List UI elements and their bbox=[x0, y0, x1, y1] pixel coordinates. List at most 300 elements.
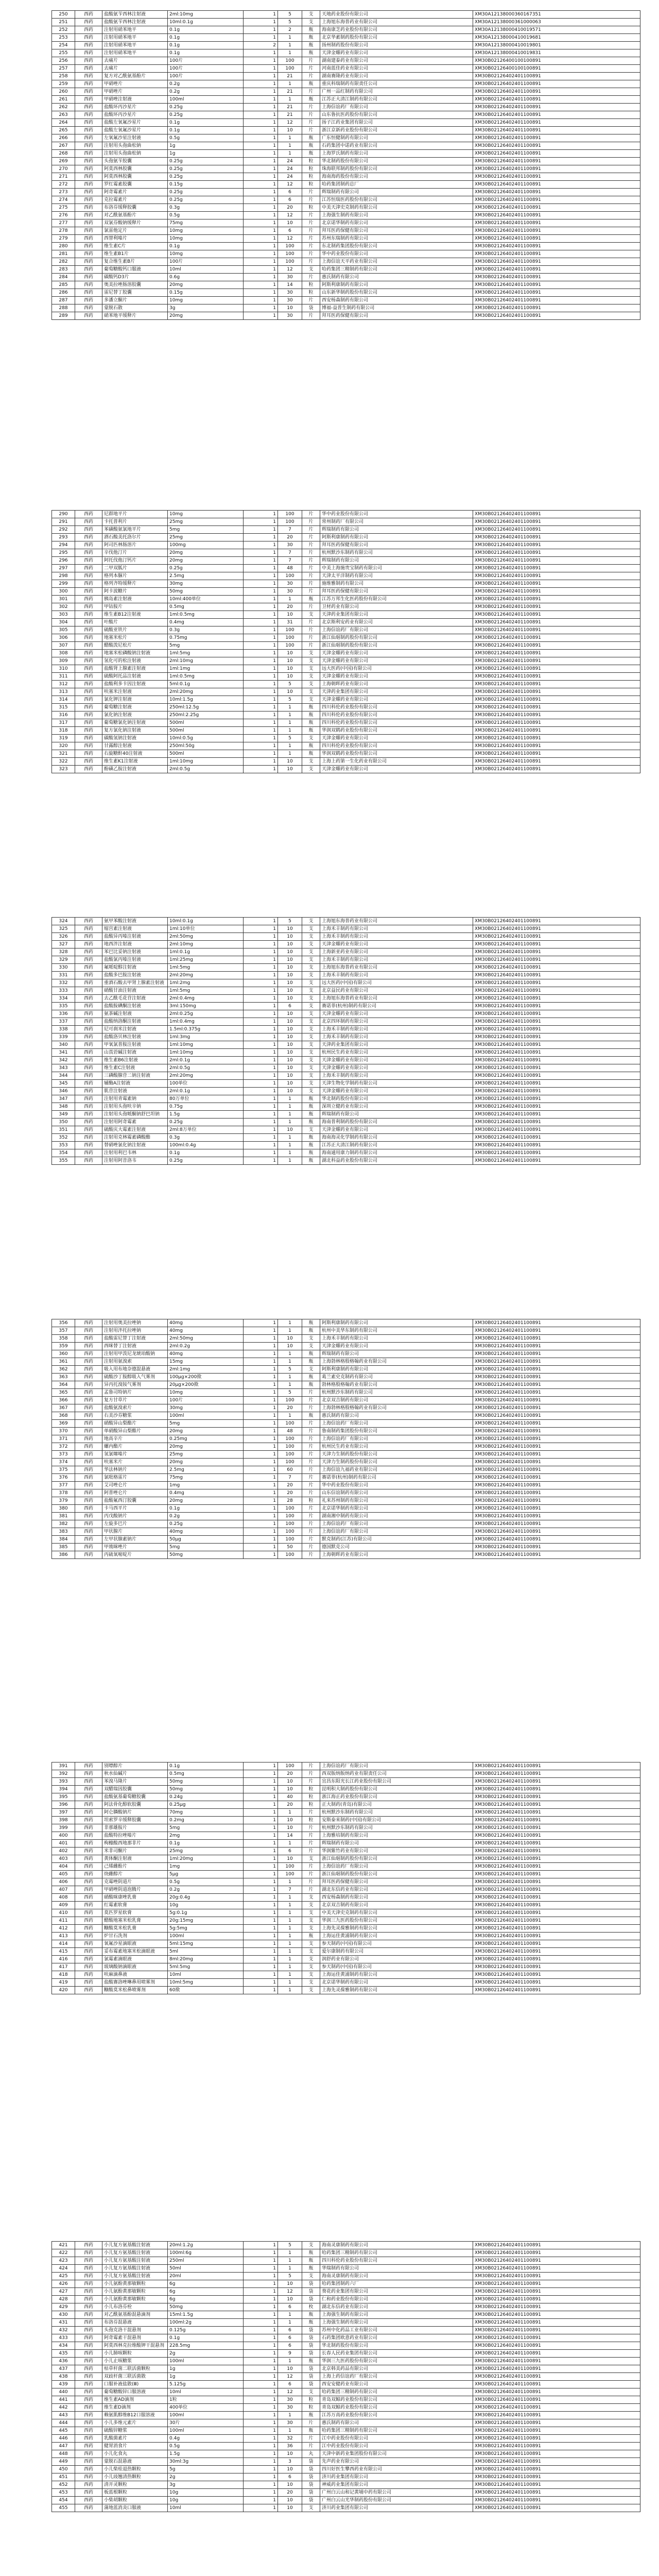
cell-quantity: 1 bbox=[244, 65, 278, 73]
cell-unit: 片 bbox=[302, 1482, 320, 1489]
cell-drug-name: 呋塞米注射液 bbox=[102, 688, 168, 696]
table-row bbox=[52, 1397, 640, 1404]
cell-unit: 支 bbox=[302, 987, 320, 995]
cell-unit: 片 bbox=[302, 565, 320, 572]
cell-quantity: 1 bbox=[244, 596, 278, 603]
cell-category: 西药 bbox=[75, 1886, 102, 1894]
cell-specification: 10ml:1.5g bbox=[168, 696, 244, 704]
table-row bbox=[52, 1474, 640, 1482]
cell-manufacturer: 天津中新药业集团股份有限公司 bbox=[320, 2450, 473, 2458]
cell-row-number: 332 bbox=[52, 979, 75, 987]
cell-row-number: 447 bbox=[52, 2443, 75, 2450]
cell-row-number: 358 bbox=[52, 1335, 75, 1343]
cell-unit: 片 bbox=[302, 1451, 320, 1459]
cell-manufacturer: 北京双吉制药有限公司 bbox=[320, 1902, 473, 1909]
cell-category: 西药 bbox=[75, 657, 102, 665]
cell-row-number: 310 bbox=[52, 665, 75, 673]
cell-manufacturer: 杭州默沙东制药有限公司 bbox=[320, 1824, 473, 1832]
cell-specification: 1ml:0.4mg bbox=[168, 1018, 244, 1026]
cell-unit: 片 bbox=[302, 1770, 320, 1778]
table-row bbox=[52, 2419, 640, 2427]
cell-drug-name: 红霉素软膏 bbox=[102, 1902, 168, 1909]
table-row bbox=[52, 80, 640, 88]
cell-manufacturer: 上海先灵葆雅制药有限公司 bbox=[320, 1987, 473, 1994]
cell-quantity: 1 bbox=[244, 227, 278, 235]
cell-quantity: 1 bbox=[244, 758, 278, 766]
cell-row-number: 411 bbox=[52, 1917, 75, 1925]
cell-row-number: 261 bbox=[52, 96, 75, 104]
cell-specification: 5g:0.1g bbox=[168, 1909, 244, 1917]
cell-count: 24 bbox=[278, 173, 302, 181]
cell-category: 西药 bbox=[75, 1987, 102, 1994]
cell-specification: 0.25μg bbox=[168, 1801, 244, 1809]
table-row bbox=[52, 1111, 640, 1118]
table-row bbox=[52, 941, 640, 948]
cell-drug-name: 玻璃酸钠滴眼液 bbox=[102, 1963, 168, 1971]
cell-code: XM30B02126402401100891 bbox=[473, 750, 640, 758]
cell-quantity: 1 bbox=[244, 304, 278, 312]
cell-drug-name: 华法林钠片 bbox=[102, 1466, 168, 1474]
cell-drug-name: 坦索罗辛缓释胶囊 bbox=[102, 1817, 168, 1824]
cell-unit: 支 bbox=[302, 1010, 320, 1018]
cell-code: XM30B02126402401100891 bbox=[473, 2280, 640, 2288]
cell-row-number: 341 bbox=[52, 1049, 75, 1057]
cell-code: XM30B02126402401100891 bbox=[473, 1762, 640, 1770]
cell-unit: 支 bbox=[302, 1072, 320, 1080]
cell-row-number: 403 bbox=[52, 1855, 75, 1863]
cell-manufacturer: 浙江京新药业股份有限公司 bbox=[320, 127, 473, 134]
table-row bbox=[52, 1443, 640, 1451]
cell-drug-name: 布洛芬缓释胶囊 bbox=[102, 204, 168, 212]
cell-specification: 2ml:0.2g bbox=[168, 1343, 244, 1350]
cell-code: XM30B02126402401100891 bbox=[473, 688, 640, 696]
cell-unit: 粒 bbox=[302, 1497, 320, 1505]
cell-specification: 0.25g bbox=[168, 165, 244, 173]
cell-count: 1 bbox=[278, 1909, 302, 1917]
cell-code: XM30B02126402401100891 bbox=[473, 1103, 640, 1111]
cell-code: XM30B02126402401100891 bbox=[473, 681, 640, 688]
cell-quantity: 1 bbox=[244, 2381, 278, 2388]
cell-unit: 片 bbox=[302, 127, 320, 134]
cell-category: 西药 bbox=[75, 19, 102, 26]
cell-manufacturer: 江苏恒瑞医药股份有限公司 bbox=[320, 196, 473, 204]
cell-row-number: 270 bbox=[52, 165, 75, 173]
table-row bbox=[52, 49, 640, 57]
cell-quantity: 1 bbox=[244, 104, 278, 111]
cell-code: XM30B02126402401100891 bbox=[473, 2450, 640, 2458]
table-row bbox=[52, 11, 640, 19]
cell-category: 西药 bbox=[75, 681, 102, 688]
cell-unit: 袋 bbox=[302, 2497, 320, 2504]
cell-count: 1 bbox=[278, 1917, 302, 1925]
cell-count: 1 bbox=[278, 1809, 302, 1817]
cell-code: XM30B02126402401100891 bbox=[473, 1520, 640, 1528]
cell-category: 西药 bbox=[75, 1157, 102, 1165]
cell-code: XM30B02126402401100891 bbox=[473, 526, 640, 534]
cell-specification: 75mg bbox=[168, 219, 244, 227]
cell-code: XM30B02126402401100891 bbox=[473, 1544, 640, 1551]
cell-manufacturer: 北京益民药业有限公司 bbox=[320, 987, 473, 995]
cell-specification: 8ml:20mg bbox=[168, 1956, 244, 1963]
cell-manufacturer: 先声药业有限公司 bbox=[320, 2458, 473, 2466]
cell-manufacturer: 西双版纳版纳药业有限责任公司 bbox=[320, 1770, 473, 1778]
table-row bbox=[52, 1817, 640, 1824]
table-row bbox=[52, 1536, 640, 1544]
cell-quantity: 1 bbox=[244, 2334, 278, 2342]
cell-row-number: 330 bbox=[52, 964, 75, 972]
cell-count: 10 bbox=[278, 1088, 302, 1095]
cell-row-number: 251 bbox=[52, 19, 75, 26]
cell-category: 西药 bbox=[75, 26, 102, 34]
cell-specification: 0.1g bbox=[168, 1505, 244, 1513]
cell-manufacturer: 上海信谊九福药业有限公司 bbox=[320, 1466, 473, 1474]
cell-manufacturer: 北京诺华制药有限公司 bbox=[320, 1979, 473, 1987]
cell-drug-name: 硫酸庆大霉素注射液 bbox=[102, 1126, 168, 1134]
cell-unit: 支 bbox=[302, 1026, 320, 1033]
cell-quantity: 1 bbox=[244, 88, 278, 96]
cell-category: 西药 bbox=[75, 1513, 102, 1520]
cell-unit: 片 bbox=[302, 57, 320, 65]
cell-count: 1 bbox=[278, 1956, 302, 1963]
cell-count: 1 bbox=[278, 1902, 302, 1909]
cell-row-number: 300 bbox=[52, 588, 75, 596]
cell-unit: 支 bbox=[302, 611, 320, 619]
cell-code: XM30B02126402401100891 bbox=[473, 142, 640, 150]
cell-manufacturer: 海南灵康制药有限公司 bbox=[320, 2273, 473, 2280]
cell-specification: 20mg bbox=[168, 557, 244, 565]
cell-manufacturer: 上海信谊天平药业有限公司 bbox=[320, 258, 473, 266]
cell-unit: 粒 bbox=[302, 165, 320, 173]
cell-category: 西药 bbox=[75, 250, 102, 258]
cell-count: 40 bbox=[278, 1793, 302, 1801]
cell-quantity: 1 bbox=[244, 189, 278, 196]
cell-drug-name: 小儿氨酚黄那敏颗粒 bbox=[102, 2296, 168, 2303]
cell-category: 西药 bbox=[75, 2473, 102, 2481]
cell-count: 12 bbox=[278, 2373, 302, 2381]
cell-category: 西药 bbox=[75, 704, 102, 711]
cell-specification: 1.5g bbox=[168, 2450, 244, 2458]
cell-drug-name: 小柴胡颗粒 bbox=[102, 2497, 168, 2504]
cell-manufacturer: 东北制药集团股份有限公司 bbox=[320, 243, 473, 250]
cell-code: XM30B02126402401100891 bbox=[473, 173, 640, 181]
cell-manufacturer: 天津金耀药业有限公司 bbox=[320, 650, 473, 657]
cell-manufacturer: 四川科伦药业股份有限公司 bbox=[320, 742, 473, 750]
cell-drug-name: 盐酸纳洛酮注射液 bbox=[102, 1018, 168, 1026]
cell-category: 西药 bbox=[75, 189, 102, 196]
cell-row-number: 401 bbox=[52, 1840, 75, 1848]
cell-category: 西药 bbox=[75, 1327, 102, 1335]
cell-drug-name: 黄体酮注射液 bbox=[102, 1855, 168, 1863]
cell-category: 西药 bbox=[75, 2427, 102, 2435]
cell-drug-name: 地塞米松片 bbox=[102, 634, 168, 642]
cell-category: 西药 bbox=[75, 173, 102, 181]
table-row bbox=[52, 634, 640, 642]
cell-category: 西药 bbox=[75, 219, 102, 227]
cell-category: 西药 bbox=[75, 73, 102, 80]
cell-code: XM30B02126402401100891 bbox=[473, 2373, 640, 2381]
cell-code: XM30B02126402401100891 bbox=[473, 1809, 640, 1817]
cell-quantity: 1 bbox=[244, 511, 278, 518]
cell-unit: 瓶 bbox=[302, 1111, 320, 1118]
cell-code: XM30B02126402401100891 bbox=[473, 1057, 640, 1064]
cell-drug-name: 辅酶A注射液 bbox=[102, 1080, 168, 1088]
cell-count: 10 bbox=[278, 688, 302, 696]
table-row bbox=[52, 1420, 640, 1428]
cell-row-number: 286 bbox=[52, 289, 75, 297]
cell-unit: 支 bbox=[302, 1963, 320, 1971]
cell-unit: 支 bbox=[302, 1366, 320, 1374]
cell-row-number: 394 bbox=[52, 1786, 75, 1793]
cell-specification: 1ml:1mg bbox=[168, 665, 244, 673]
cell-code: XM30B02126402401100891 bbox=[473, 2481, 640, 2489]
cell-drug-name: 去痛片 bbox=[102, 65, 168, 73]
cell-code: XM30B02126402401100891 bbox=[473, 1482, 640, 1489]
cell-manufacturer: 哈药集团制药总厂 bbox=[320, 181, 473, 189]
cell-category: 西药 bbox=[75, 1420, 102, 1428]
table-row bbox=[52, 1003, 640, 1010]
cell-specification: 0.2g bbox=[168, 1886, 244, 1894]
cell-quantity: 1 bbox=[244, 2396, 278, 2404]
cell-count: 100 bbox=[278, 1505, 302, 1513]
cell-category: 西药 bbox=[75, 1840, 102, 1848]
cell-category: 西药 bbox=[75, 1049, 102, 1057]
cell-drug-name: 糠酸莫米松鼻喷雾剂 bbox=[102, 1987, 168, 1994]
cell-code: XM30B02126402401100891 bbox=[473, 588, 640, 596]
cell-code: XM30B02126402401100891 bbox=[473, 2265, 640, 2273]
cell-quantity: 1 bbox=[244, 742, 278, 750]
cell-specification: 10mg bbox=[168, 235, 244, 243]
cell-unit: 支 bbox=[302, 758, 320, 766]
cell-manufacturer: 华润双鹤药业股份有限公司 bbox=[320, 727, 473, 735]
cell-quantity: 1 bbox=[244, 2466, 278, 2473]
cell-drug-name: 螺内酯片 bbox=[102, 1443, 168, 1451]
cell-row-number: 435 bbox=[52, 2350, 75, 2358]
cell-row-number: 448 bbox=[52, 2450, 75, 2458]
cell-specification: 1mg bbox=[168, 1482, 244, 1489]
cell-code: XM30B02126402401100891 bbox=[473, 235, 640, 243]
cell-drug-name: 克拉霉素片 bbox=[102, 196, 168, 204]
cell-unit: 片 bbox=[302, 634, 320, 642]
cell-count: 1 bbox=[278, 1103, 302, 1111]
cell-unit: 片 bbox=[302, 196, 320, 204]
cell-specification: 500ml bbox=[168, 727, 244, 735]
cell-category: 西药 bbox=[75, 572, 102, 580]
cell-category: 西药 bbox=[75, 1855, 102, 1863]
table-row bbox=[52, 2473, 640, 2481]
cell-drug-name: 甲硝唑片 bbox=[102, 80, 168, 88]
cell-specification: 0.4mg bbox=[168, 1489, 244, 1497]
cell-code: XM30B02126402401100891 bbox=[473, 1863, 640, 1871]
cell-row-number: 406 bbox=[52, 1878, 75, 1886]
cell-count: 1 bbox=[278, 1358, 302, 1366]
cell-count: 1 bbox=[278, 1948, 302, 1956]
cell-unit: 支 bbox=[302, 1909, 320, 1917]
cell-count: 14 bbox=[278, 281, 302, 289]
cell-drug-name: 注射用甲泼尼龙琥珀酸钠 bbox=[102, 1350, 168, 1358]
cell-quantity: 1 bbox=[244, 1459, 278, 1466]
cell-unit: 瓶 bbox=[302, 742, 320, 750]
cell-count: 1 bbox=[278, 1412, 302, 1420]
table-row bbox=[52, 1987, 640, 1994]
cell-category: 西药 bbox=[75, 1381, 102, 1389]
cell-count: 2 bbox=[278, 26, 302, 34]
cell-count: 7 bbox=[278, 1886, 302, 1894]
cell-code: XM30B02126402401100891 bbox=[473, 1420, 640, 1428]
cell-count: 10 bbox=[278, 2497, 302, 2504]
cell-quantity: 1 bbox=[244, 49, 278, 57]
cell-code: XM30B02126402401100891 bbox=[473, 2435, 640, 2443]
cell-count: 30 bbox=[278, 289, 302, 297]
cell-manufacturer: 惠氏制药有限公司 bbox=[320, 1412, 473, 1420]
cell-manufacturer: 上海信谊药厂有限公司 bbox=[320, 1528, 473, 1536]
cell-quantity: 1 bbox=[244, 1111, 278, 1118]
cell-quantity: 1 bbox=[244, 1057, 278, 1064]
cell-row-number: 333 bbox=[52, 987, 75, 995]
cell-unit: 片 bbox=[302, 119, 320, 127]
cell-count: 5 bbox=[278, 1389, 302, 1397]
cell-count: 100 bbox=[278, 1420, 302, 1428]
table-row bbox=[52, 964, 640, 972]
cell-count: 10 bbox=[278, 2280, 302, 2288]
cell-row-number: 323 bbox=[52, 766, 75, 773]
cell-unit: 袋 bbox=[302, 2327, 320, 2334]
cell-quantity: 1 bbox=[244, 2296, 278, 2303]
cell-drug-name: 卡托普利片 bbox=[102, 518, 168, 526]
cell-quantity: 1 bbox=[244, 1536, 278, 1544]
cell-drug-name: 盐酸胺碘酮注射液 bbox=[102, 1003, 168, 1010]
cell-quantity: 1 bbox=[244, 1474, 278, 1482]
cell-count: 6 bbox=[278, 2327, 302, 2334]
cell-row-number: 412 bbox=[52, 1925, 75, 1933]
cell-row-number: 272 bbox=[52, 181, 75, 189]
table-row bbox=[52, 750, 640, 758]
cell-category: 西药 bbox=[75, 1482, 102, 1489]
cell-category: 西药 bbox=[75, 1505, 102, 1513]
cell-manufacturer: 济川药业集团有限公司 bbox=[320, 2473, 473, 2481]
cell-quantity: 1 bbox=[244, 1466, 278, 1474]
cell-category: 西药 bbox=[75, 1010, 102, 1018]
cell-drug-name: 乳酸菌素片 bbox=[102, 2435, 168, 2443]
cell-count: 32 bbox=[278, 2435, 302, 2443]
cell-drug-name: 己烯雌酚片 bbox=[102, 1863, 168, 1871]
cell-drug-name: 甲钴胺片 bbox=[102, 603, 168, 611]
cell-category: 西药 bbox=[75, 2288, 102, 2296]
cell-code: XM30B02126402401100891 bbox=[473, 1095, 640, 1103]
cell-drug-name: 甲硝唑片 bbox=[102, 88, 168, 96]
cell-manufacturer: 礼来苏州制药有限公司 bbox=[320, 1497, 473, 1505]
cell-specification: 0.3g bbox=[168, 626, 244, 634]
cell-unit: 片 bbox=[302, 1824, 320, 1832]
cell-category: 西药 bbox=[75, 274, 102, 281]
cell-category: 西药 bbox=[75, 2458, 102, 2466]
cell-unit: 瓶 bbox=[302, 2412, 320, 2419]
cell-category: 西药 bbox=[75, 1142, 102, 1149]
cell-row-number: 288 bbox=[52, 304, 75, 312]
cell-code: XM30B02126402401100891 bbox=[473, 1793, 640, 1801]
cell-row-number: 293 bbox=[52, 534, 75, 541]
cell-drug-name: 注射用氨溴索 bbox=[102, 1358, 168, 1366]
cell-count: 30 bbox=[278, 580, 302, 588]
cell-quantity: 1 bbox=[244, 1126, 278, 1134]
cell-specification: 2ml:10mg bbox=[168, 11, 244, 19]
cell-category: 西药 bbox=[75, 1902, 102, 1909]
cell-specification: 30mg bbox=[168, 1404, 244, 1412]
cell-code: XM30B02126402401100891 bbox=[473, 312, 640, 320]
cell-quantity: 1 bbox=[244, 673, 278, 681]
cell-drug-name: 葡萄糖酸钙口服液 bbox=[102, 266, 168, 274]
cell-row-number: 438 bbox=[52, 2373, 75, 2381]
cell-quantity: 1 bbox=[244, 1848, 278, 1855]
cell-unit: 瓶 bbox=[302, 42, 320, 49]
cell-manufacturer: 天津金耀药业有限公司 bbox=[320, 1088, 473, 1095]
table-row bbox=[52, 1118, 640, 1126]
cell-category: 西药 bbox=[75, 987, 102, 995]
cell-row-number: 297 bbox=[52, 565, 75, 572]
cell-drug-name: 盐酸氨苄西林注射液 bbox=[102, 11, 168, 19]
cell-manufacturer: 拜耳医药保健有限公司 bbox=[320, 1878, 473, 1886]
table-row bbox=[52, 918, 640, 925]
cell-manufacturer: 上海禾丰制药有限公司 bbox=[320, 925, 473, 933]
cell-unit: 片 bbox=[302, 65, 320, 73]
cell-unit: 片 bbox=[302, 1428, 320, 1435]
cell-count: 100 bbox=[278, 65, 302, 73]
cell-count: 20 bbox=[278, 204, 302, 212]
cell-drug-name: 蒙脱石混悬液 bbox=[102, 2458, 168, 2466]
cell-category: 西药 bbox=[75, 2443, 102, 2450]
cell-unit: 支 bbox=[302, 995, 320, 1003]
cell-specification: 0.1g bbox=[168, 127, 244, 134]
cell-quantity: 1 bbox=[244, 1041, 278, 1049]
table-row bbox=[52, 250, 640, 258]
cell-category: 西药 bbox=[75, 1762, 102, 1770]
cell-code: XM30B02126402401100891 bbox=[473, 2419, 640, 2427]
cell-category: 西药 bbox=[75, 165, 102, 173]
cell-specification: 100mg bbox=[168, 541, 244, 549]
cell-manufacturer: 上海运佳黄浦制药有限公司 bbox=[320, 1971, 473, 1979]
cell-unit: 支 bbox=[302, 1343, 320, 1350]
table-row bbox=[52, 541, 640, 549]
cell-category: 西药 bbox=[75, 580, 102, 588]
cell-code: XM30B02126402401100891 bbox=[473, 258, 640, 266]
cell-count: 5 bbox=[278, 2242, 302, 2249]
cell-category: 西药 bbox=[75, 158, 102, 165]
cell-category: 西药 bbox=[75, 1466, 102, 1474]
cell-specification: 50mg bbox=[168, 1786, 244, 1793]
cell-unit: 片 bbox=[302, 312, 320, 320]
cell-code: XM30B02126402401100891 bbox=[473, 212, 640, 219]
cell-code: XM30B02126402401100891 bbox=[473, 73, 640, 80]
cell-quantity: 1 bbox=[244, 534, 278, 541]
cell-specification: 10ml bbox=[168, 2504, 244, 2512]
cell-drug-name: 胰岛素注射液 bbox=[102, 596, 168, 603]
table-row bbox=[52, 665, 640, 673]
cell-specification: 1ml:5mg bbox=[168, 964, 244, 972]
cell-count: 30 bbox=[278, 312, 302, 320]
cell-quantity: 1 bbox=[244, 2388, 278, 2396]
cell-row-number: 380 bbox=[52, 1505, 75, 1513]
cell-manufacturer: 拜耳医药保健有限公司 bbox=[320, 541, 473, 549]
cell-row-number: 364 bbox=[52, 1381, 75, 1389]
cell-drug-name: 阿仑膦酸钠片 bbox=[102, 1809, 168, 1817]
cell-quantity: 1 bbox=[244, 603, 278, 611]
cell-drug-name: 布洛芬混悬液 bbox=[102, 2319, 168, 2327]
cell-row-number: 437 bbox=[52, 2365, 75, 2373]
cell-specification: 0.25g bbox=[168, 104, 244, 111]
cell-quantity: 1 bbox=[244, 119, 278, 127]
cell-specification: 100ml bbox=[168, 1933, 244, 1940]
cell-quantity: 1 bbox=[244, 727, 278, 735]
cell-row-number: 436 bbox=[52, 2358, 75, 2365]
